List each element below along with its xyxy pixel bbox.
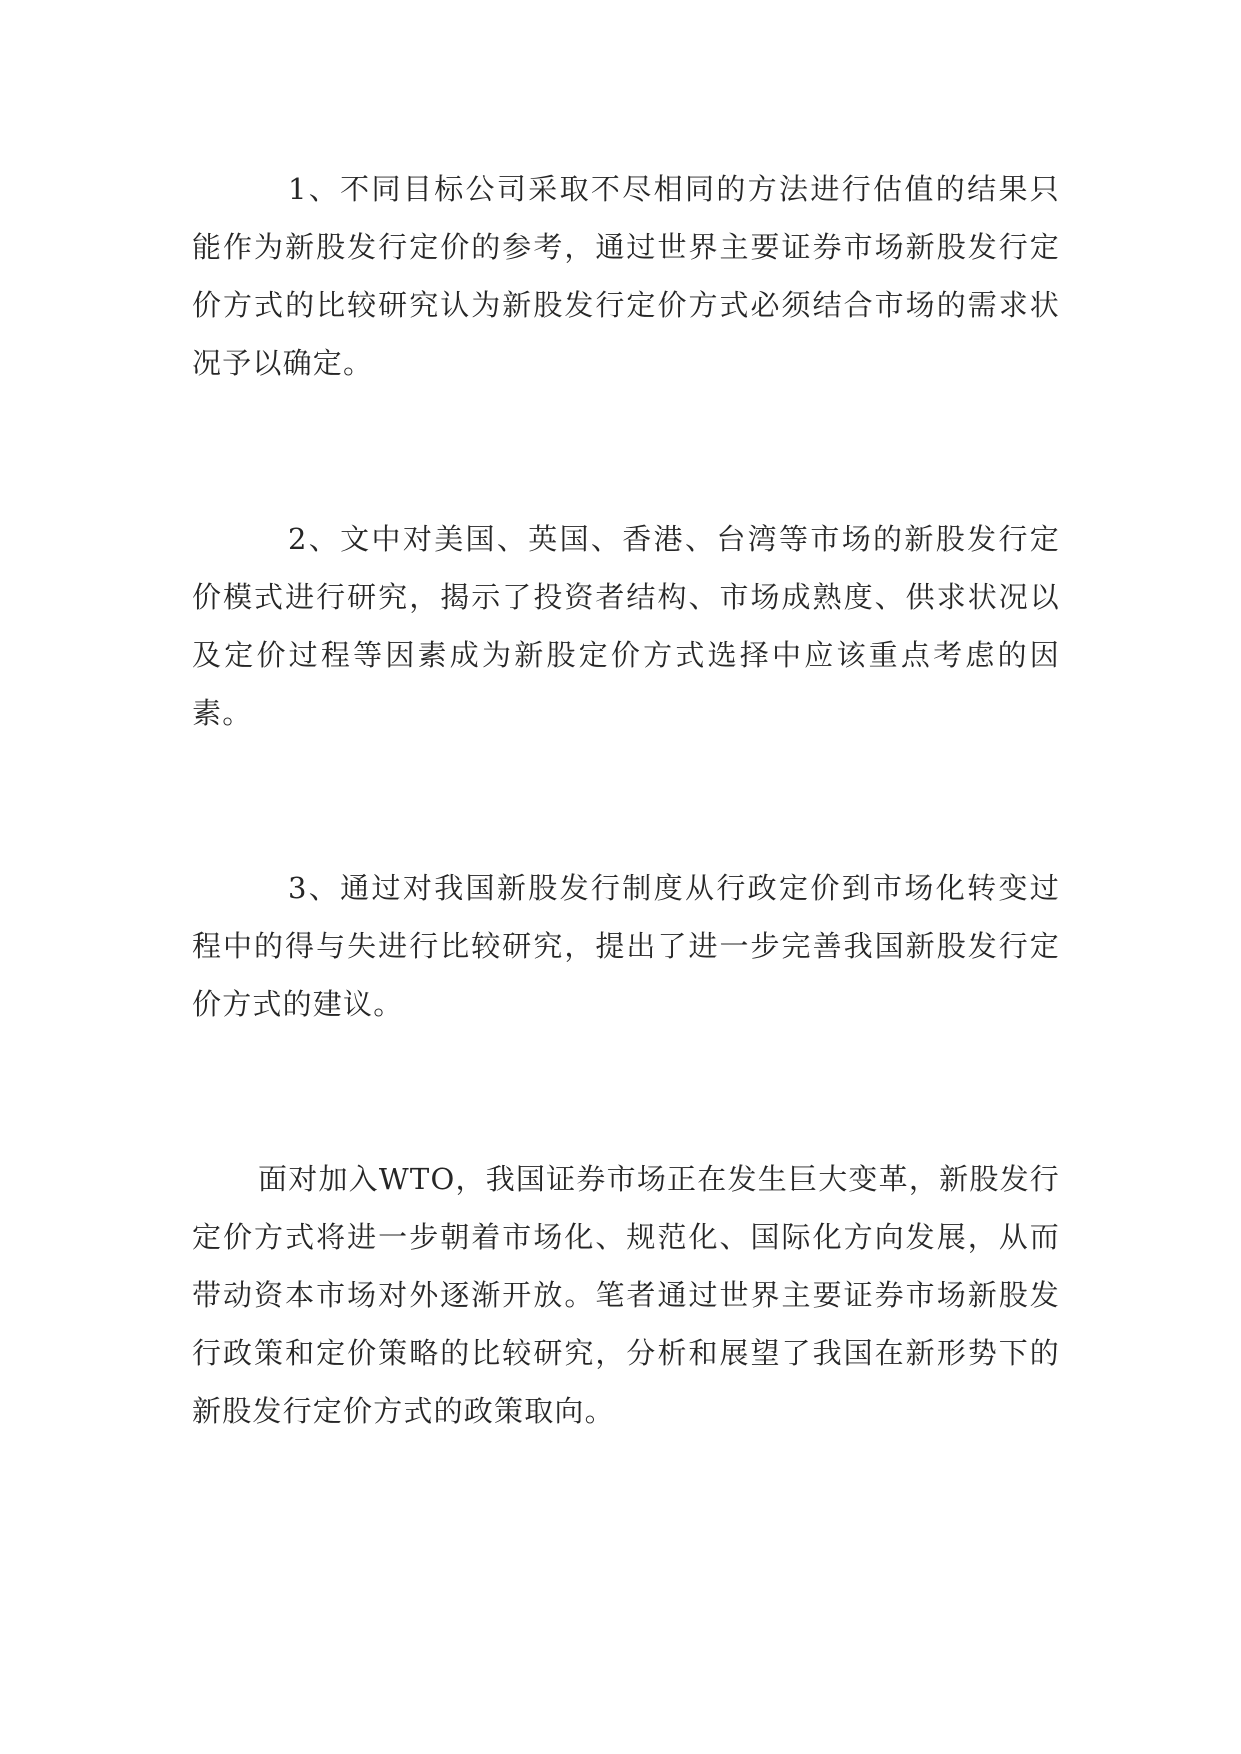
paragraph-conclusion-1: 1、不同目标公司采取不尽相同的方法进行估值的结果只能作为新股发行定价的参考，通过世界主要证券市场新股发行定价方式的比较研究认为新股发行定价方式必须结合市场的需求状况予以确定。 bbox=[192, 172, 1060, 380]
paragraph-conclusion-3: 3、通过对我国新股发行制度从行政定价到市场化转变过程中的得与失进行比较研究，提出了进一步完善我国新股发行定价方式的建议。 bbox=[192, 871, 1060, 1021]
paragraph-conclusion-2: 2、文中对美国、英国、香港、台湾等市场的新股发行定价模式进行研究，揭示了投资者结构、市场成熟度、供求状况以及定价过程等因素成为新股定价方式选择中应该重点考虑的因素。 bbox=[192, 522, 1060, 730]
paragraph-summary: 面对加入WTO，我国证券市场正在发生巨大变革，新股发行定价方式将进一步朝着市场化、规范化、国际化方向发展，从而带动资本市场对外逐渐开放。笔者通过世界主要证券市场新股发行政策和定价策略的比较研究，分析和展望了我国在新形势下的新股发行定价方式的政策取向。 bbox=[192, 1162, 1060, 1428]
